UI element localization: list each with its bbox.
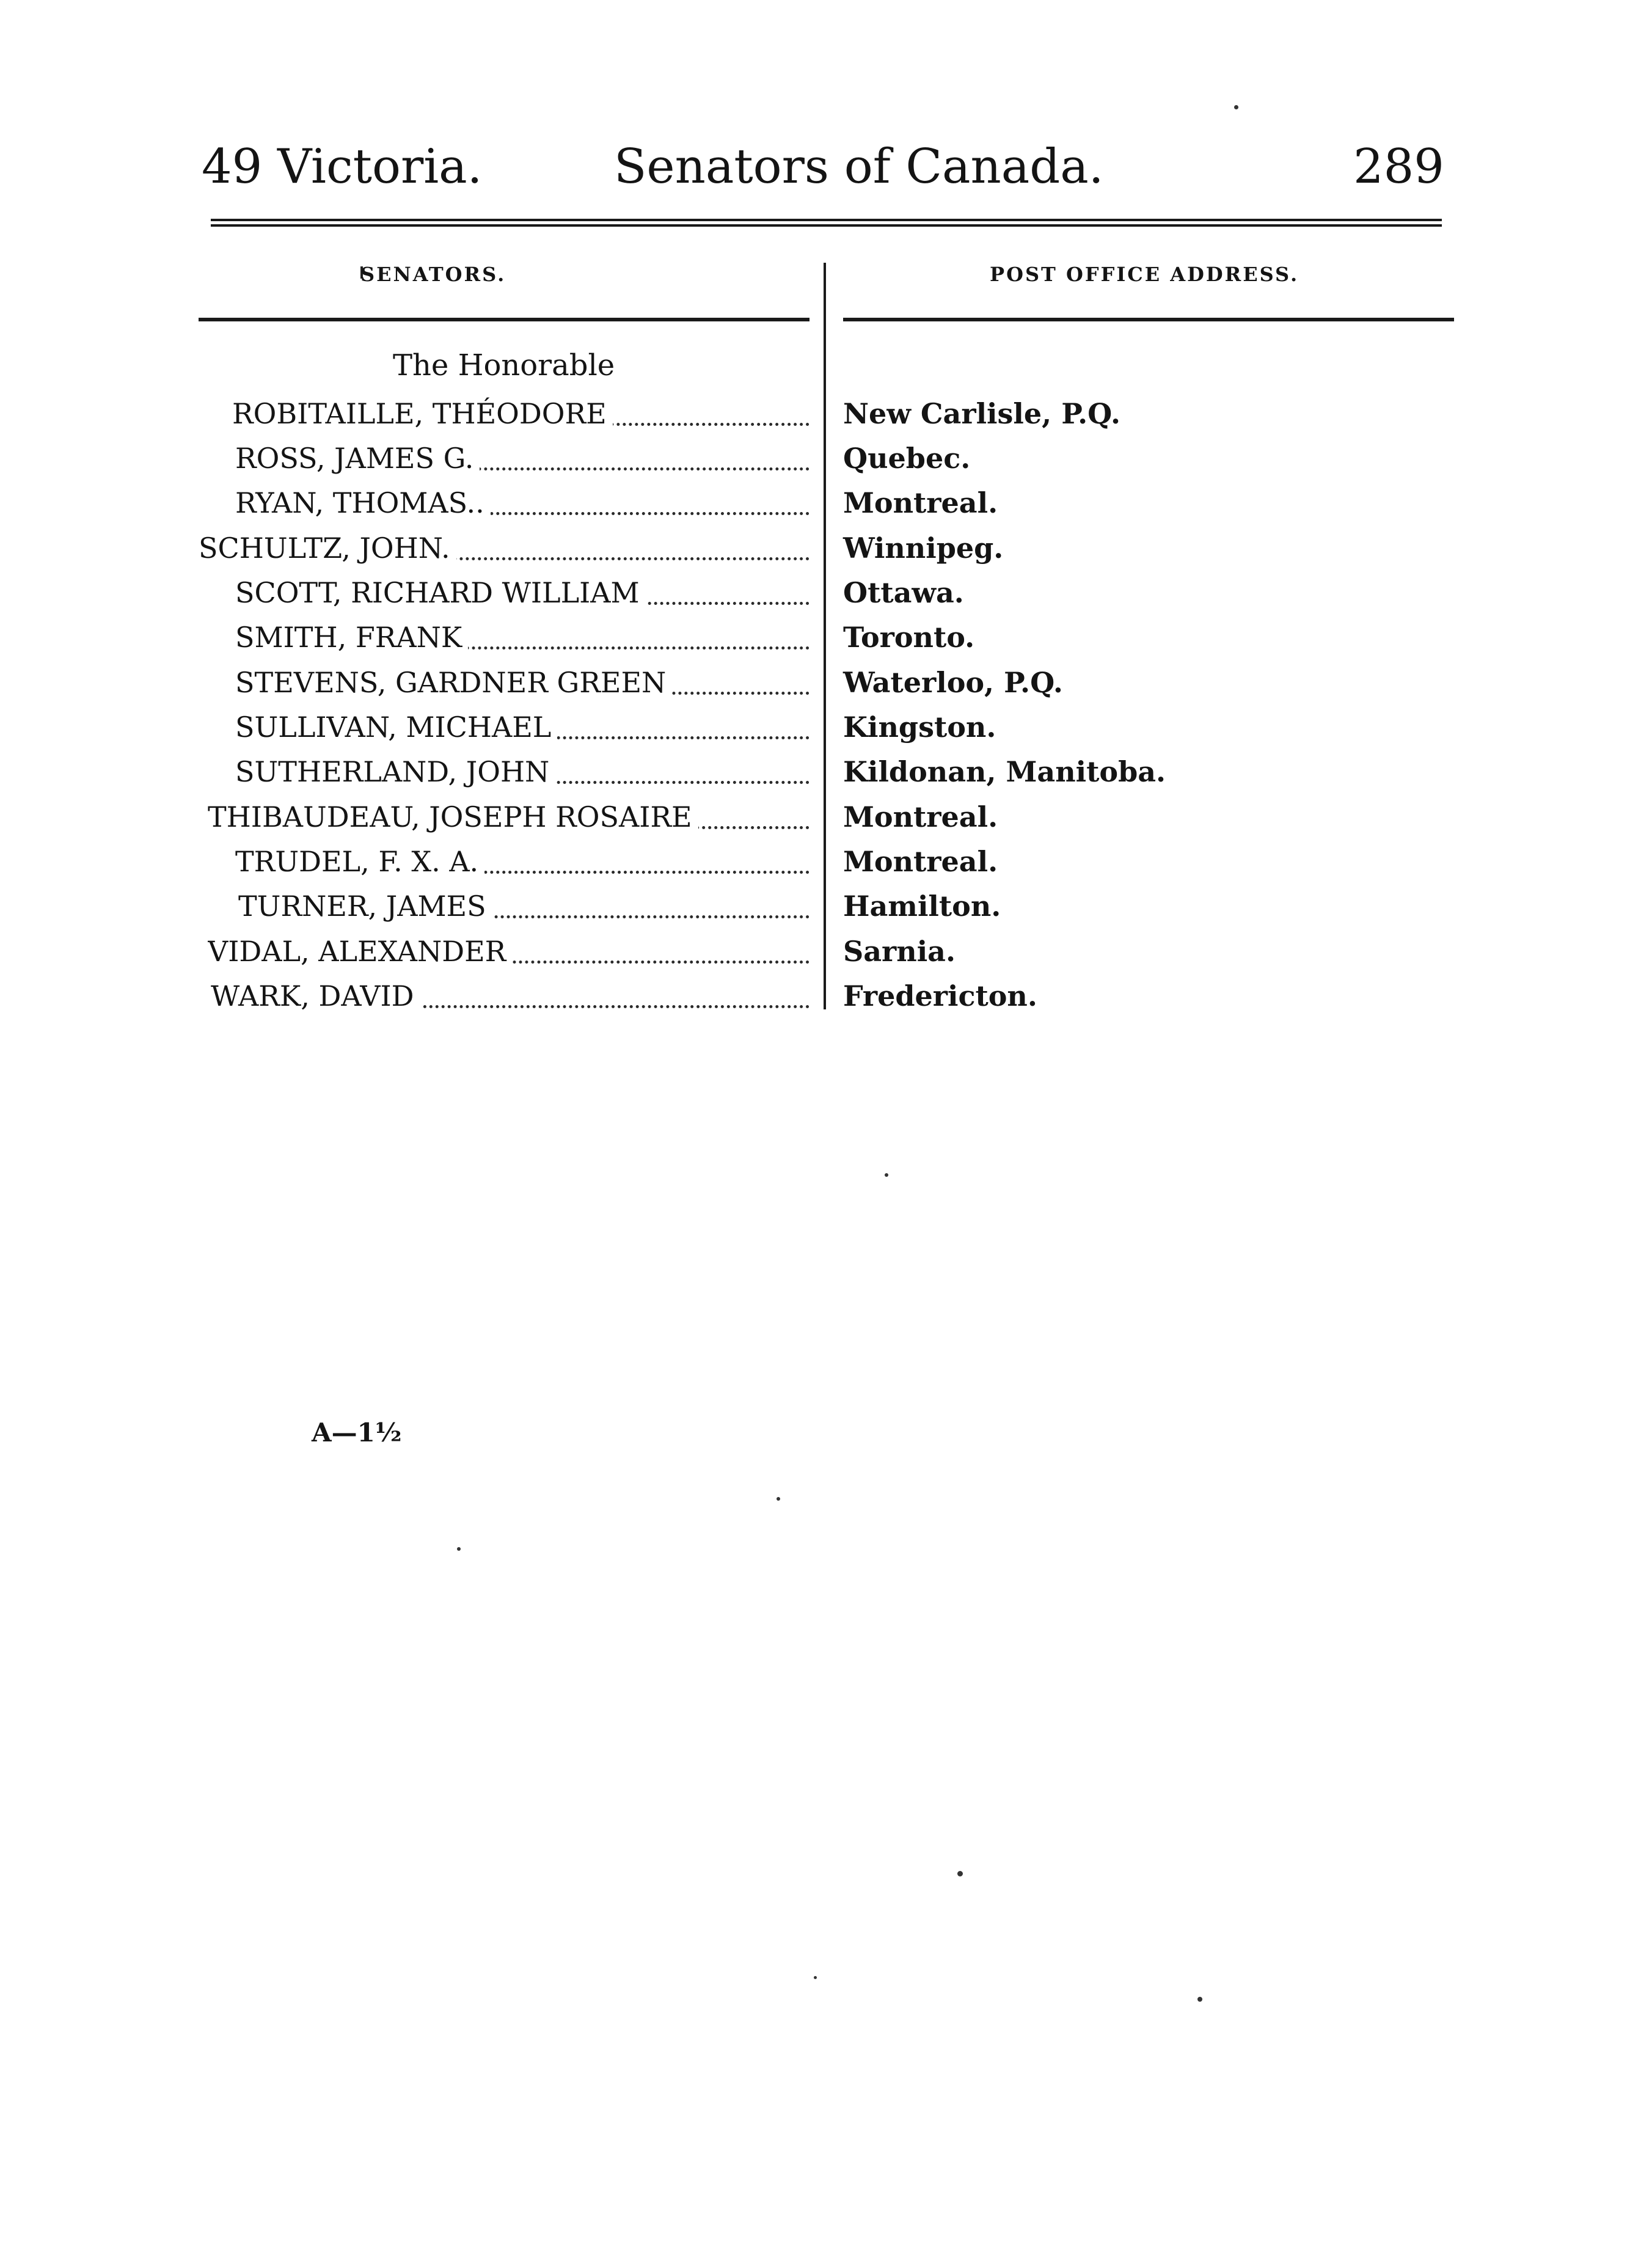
- post-office-address: Waterloo, P.Q.: [843, 666, 1063, 699]
- speck: [457, 1547, 461, 1551]
- senator-name: [235, 839, 810, 884]
- senator-name-text: VIDAL, ALEXANDER: [208, 935, 512, 968]
- senator-name: [235, 660, 810, 705]
- senator-name: [235, 749, 810, 794]
- senator-row: [0, 660, 1652, 705]
- senator-name-text: TRUDEL, F. X. A.: [235, 845, 484, 878]
- running-header: [0, 139, 1652, 207]
- senator-row: [0, 705, 1652, 750]
- post-office-address: Kildonan, Manitoba.: [843, 755, 1166, 788]
- column-header-post-office: POST OFFICE ADDRESS.: [990, 263, 1299, 286]
- senator-row: [0, 480, 1652, 525]
- senator-name: [211, 973, 810, 1019]
- post-office-address: Fredericton.: [843, 979, 1037, 1012]
- senator-name: [235, 615, 810, 660]
- post-office-address: Toronto.: [843, 621, 975, 654]
- post-office-address: Montreal.: [843, 486, 998, 519]
- senator-name: [235, 436, 810, 481]
- post-office-address: Hamilton.: [843, 890, 1001, 923]
- signature-mark: A—1½: [312, 1418, 402, 1448]
- page-number: 289: [1353, 139, 1444, 194]
- senator-name-text: SCOTT, RICHARD WILLIAM: [235, 576, 646, 609]
- senator-name-text: TURNER, JAMES: [238, 890, 492, 923]
- senator-name-text: THIBAUDEAU, JOSEPH ROSAIRE: [208, 800, 698, 833]
- senator-name-text: ROBITAILLE, THÉODORE: [232, 397, 613, 430]
- senator-name-text: SULLIVAN, MICHAEL: [235, 711, 557, 744]
- senator-name: [235, 480, 810, 525]
- column-header-senators: SENATORS.: [360, 263, 506, 286]
- senator-row: [0, 839, 1652, 884]
- senator-name: [238, 884, 810, 929]
- senator-row: [0, 749, 1652, 794]
- senator-name-text: ROSS, JAMES G.: [235, 442, 480, 475]
- speck: [777, 1497, 780, 1501]
- senator-row: [0, 525, 1652, 571]
- senator-row: [0, 929, 1652, 974]
- senator-row: [0, 973, 1652, 1019]
- senator-row: [0, 615, 1652, 660]
- honorable-label: The Honorable: [393, 348, 615, 382]
- senator-row: [0, 884, 1652, 929]
- post-office-address: Winnipeg.: [843, 532, 1004, 565]
- senator-name-text: SUTHERLAND, JOHN: [235, 755, 555, 788]
- speck: [1234, 105, 1238, 109]
- post-office-address: Quebec.: [843, 442, 971, 475]
- senator-row: [0, 794, 1652, 840]
- column-rule-left: [199, 317, 810, 323]
- senator-name: [199, 525, 810, 571]
- header-double-rule: [211, 219, 1442, 227]
- senator-name-text: WARK, DAVID: [211, 979, 420, 1012]
- senator-name: [208, 929, 810, 974]
- senator-name: [232, 391, 810, 436]
- senator-name-text: SCHULTZ, JOHN.: [199, 532, 456, 565]
- speck: [957, 1871, 963, 1876]
- senator-name-text: SMITH, FRANK: [235, 621, 468, 654]
- post-office-address: New Carlisle, P.Q.: [843, 397, 1120, 430]
- senator-row: [0, 436, 1652, 481]
- senator-name-text: RYAN, THOMAS..: [235, 486, 491, 519]
- page-title: Senators of Canada.: [614, 139, 1104, 194]
- senator-name: [235, 705, 810, 750]
- speck: [1197, 1997, 1202, 2002]
- senator-name: [235, 570, 810, 615]
- senator-row: [0, 570, 1652, 615]
- senator-name: [208, 794, 810, 840]
- post-office-address: Sarnia.: [843, 935, 956, 968]
- post-office-address: Montreal.: [843, 800, 998, 833]
- session-label: 49 Victoria.: [202, 139, 483, 194]
- post-office-address: Montreal.: [843, 845, 998, 878]
- post-office-address: Ottawa.: [843, 576, 964, 609]
- senator-name-text: STEVENS, GARDNER GREEN: [235, 666, 672, 699]
- post-office-address: Kingston.: [843, 711, 996, 744]
- column-rule-right: [843, 317, 1454, 323]
- speck: [814, 1976, 817, 1979]
- senator-row: [0, 391, 1652, 436]
- speck: [885, 1173, 888, 1177]
